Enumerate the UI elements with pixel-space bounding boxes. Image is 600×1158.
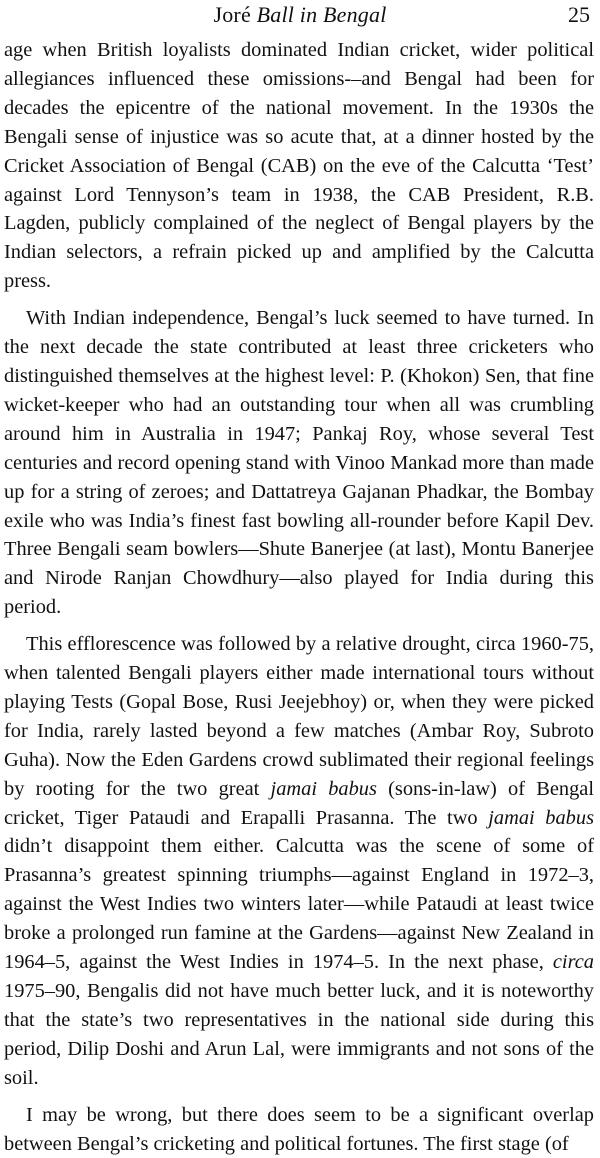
paragraph — [4, 630, 594, 1093]
paragraph — [4, 36, 594, 296]
running-title-prefix: Joré — [213, 2, 257, 27]
running-head — [0, 2, 600, 32]
text-run: 1975–90, Bengalis did not have much better luck, and it is noteworthy that the state’s two representatives in the national side during this period, Dilip Doshi and Arun Lal, were immigrants and not sons of the soil. — [4, 980, 594, 1089]
page-number: 25 — [568, 2, 590, 27]
text-run: I may be wrong, but there does seem to be a significant overlap between Bengal’s cricketing and political fortunes. The first stage (of — [4, 1103, 594, 1155]
paragraph — [4, 1101, 594, 1158]
text-run: This efflorescence was followed by a relative drought, circa 1960-75, when talented Bengali players either made international tours without playing Tests (Gopal Bose, Rusi Jeejebhoy) or, when they were picked for India, rarely lasted beyond a few matches (Ambar Roy, Subroto Guha). Now the Eden Gardens crowd sublimated their regional feelings by rooting for the two great — [4, 633, 594, 800]
italic-text: circa — [552, 951, 594, 974]
text-run: (sons-in-law) of Bengal cricket, Tiger Pataudi and Erapalli Prasanna. The two — [4, 777, 594, 829]
body-text — [4, 36, 594, 1158]
text-run: With Indian independence, Bengal’s luck seemed to have turned. In the next decade the state contributed at least three cricketers who distinguished themselves at the highest level: P. (Khokon) Sen, that fine wicket-keeper who had an outstanding tour when all was crumbling around him in Australia in 1947; Pankaj Roy, whose several Test centuries and record opening stand with Vinoo Mankad more than made up for a string of zeroes; and Dattatreya Gajanan Phadkar, the Bombay exile who was India’s finest fast bowling all-rounder before Kapil Dev. Three Bengali seam bowlers—Shute Banerjee (at last), Montu Banerjee and Nirode Ranjan Chowdhury—also played for India during this period. — [4, 307, 594, 619]
italic-text: jamai babus — [270, 777, 377, 800]
running-title-italic: Ball in Bengal — [256, 2, 387, 27]
running-title — [0, 2, 600, 28]
text-run: age when British loyalists dominated Indian cricket, wider political allegiances influenced these omissions-–and Bengal had been for decades the epicentre of the national movement. In the 1930s the Bengali sense of injustice was so acute that, at a dinner hosted by the Cricket Association of Bengal (CAB) on the eve of the Calcutta ‘Test’ against Lord Tennyson’s team in 1938, the CAB President, R.B. Lagden, publicly complained of the neglect of Bengal players by the Indian selectors, a refrain picked up and amplified by the Calcutta press. — [4, 39, 594, 293]
italic-text: jamai babus — [488, 806, 595, 829]
paragraph — [4, 304, 594, 622]
text-run: didn’t disappoint them either. Calcutta was the scene of some of Prasanna’s greatest spinning triumphs—against England in 1972–3, against the West Indies two winters later—while Pataudi at least twice broke a prolonged run famine at the Gardens—against New Zealand in 1964–5, against the West Indies in 1974–5. In the next phase, — [4, 835, 594, 974]
